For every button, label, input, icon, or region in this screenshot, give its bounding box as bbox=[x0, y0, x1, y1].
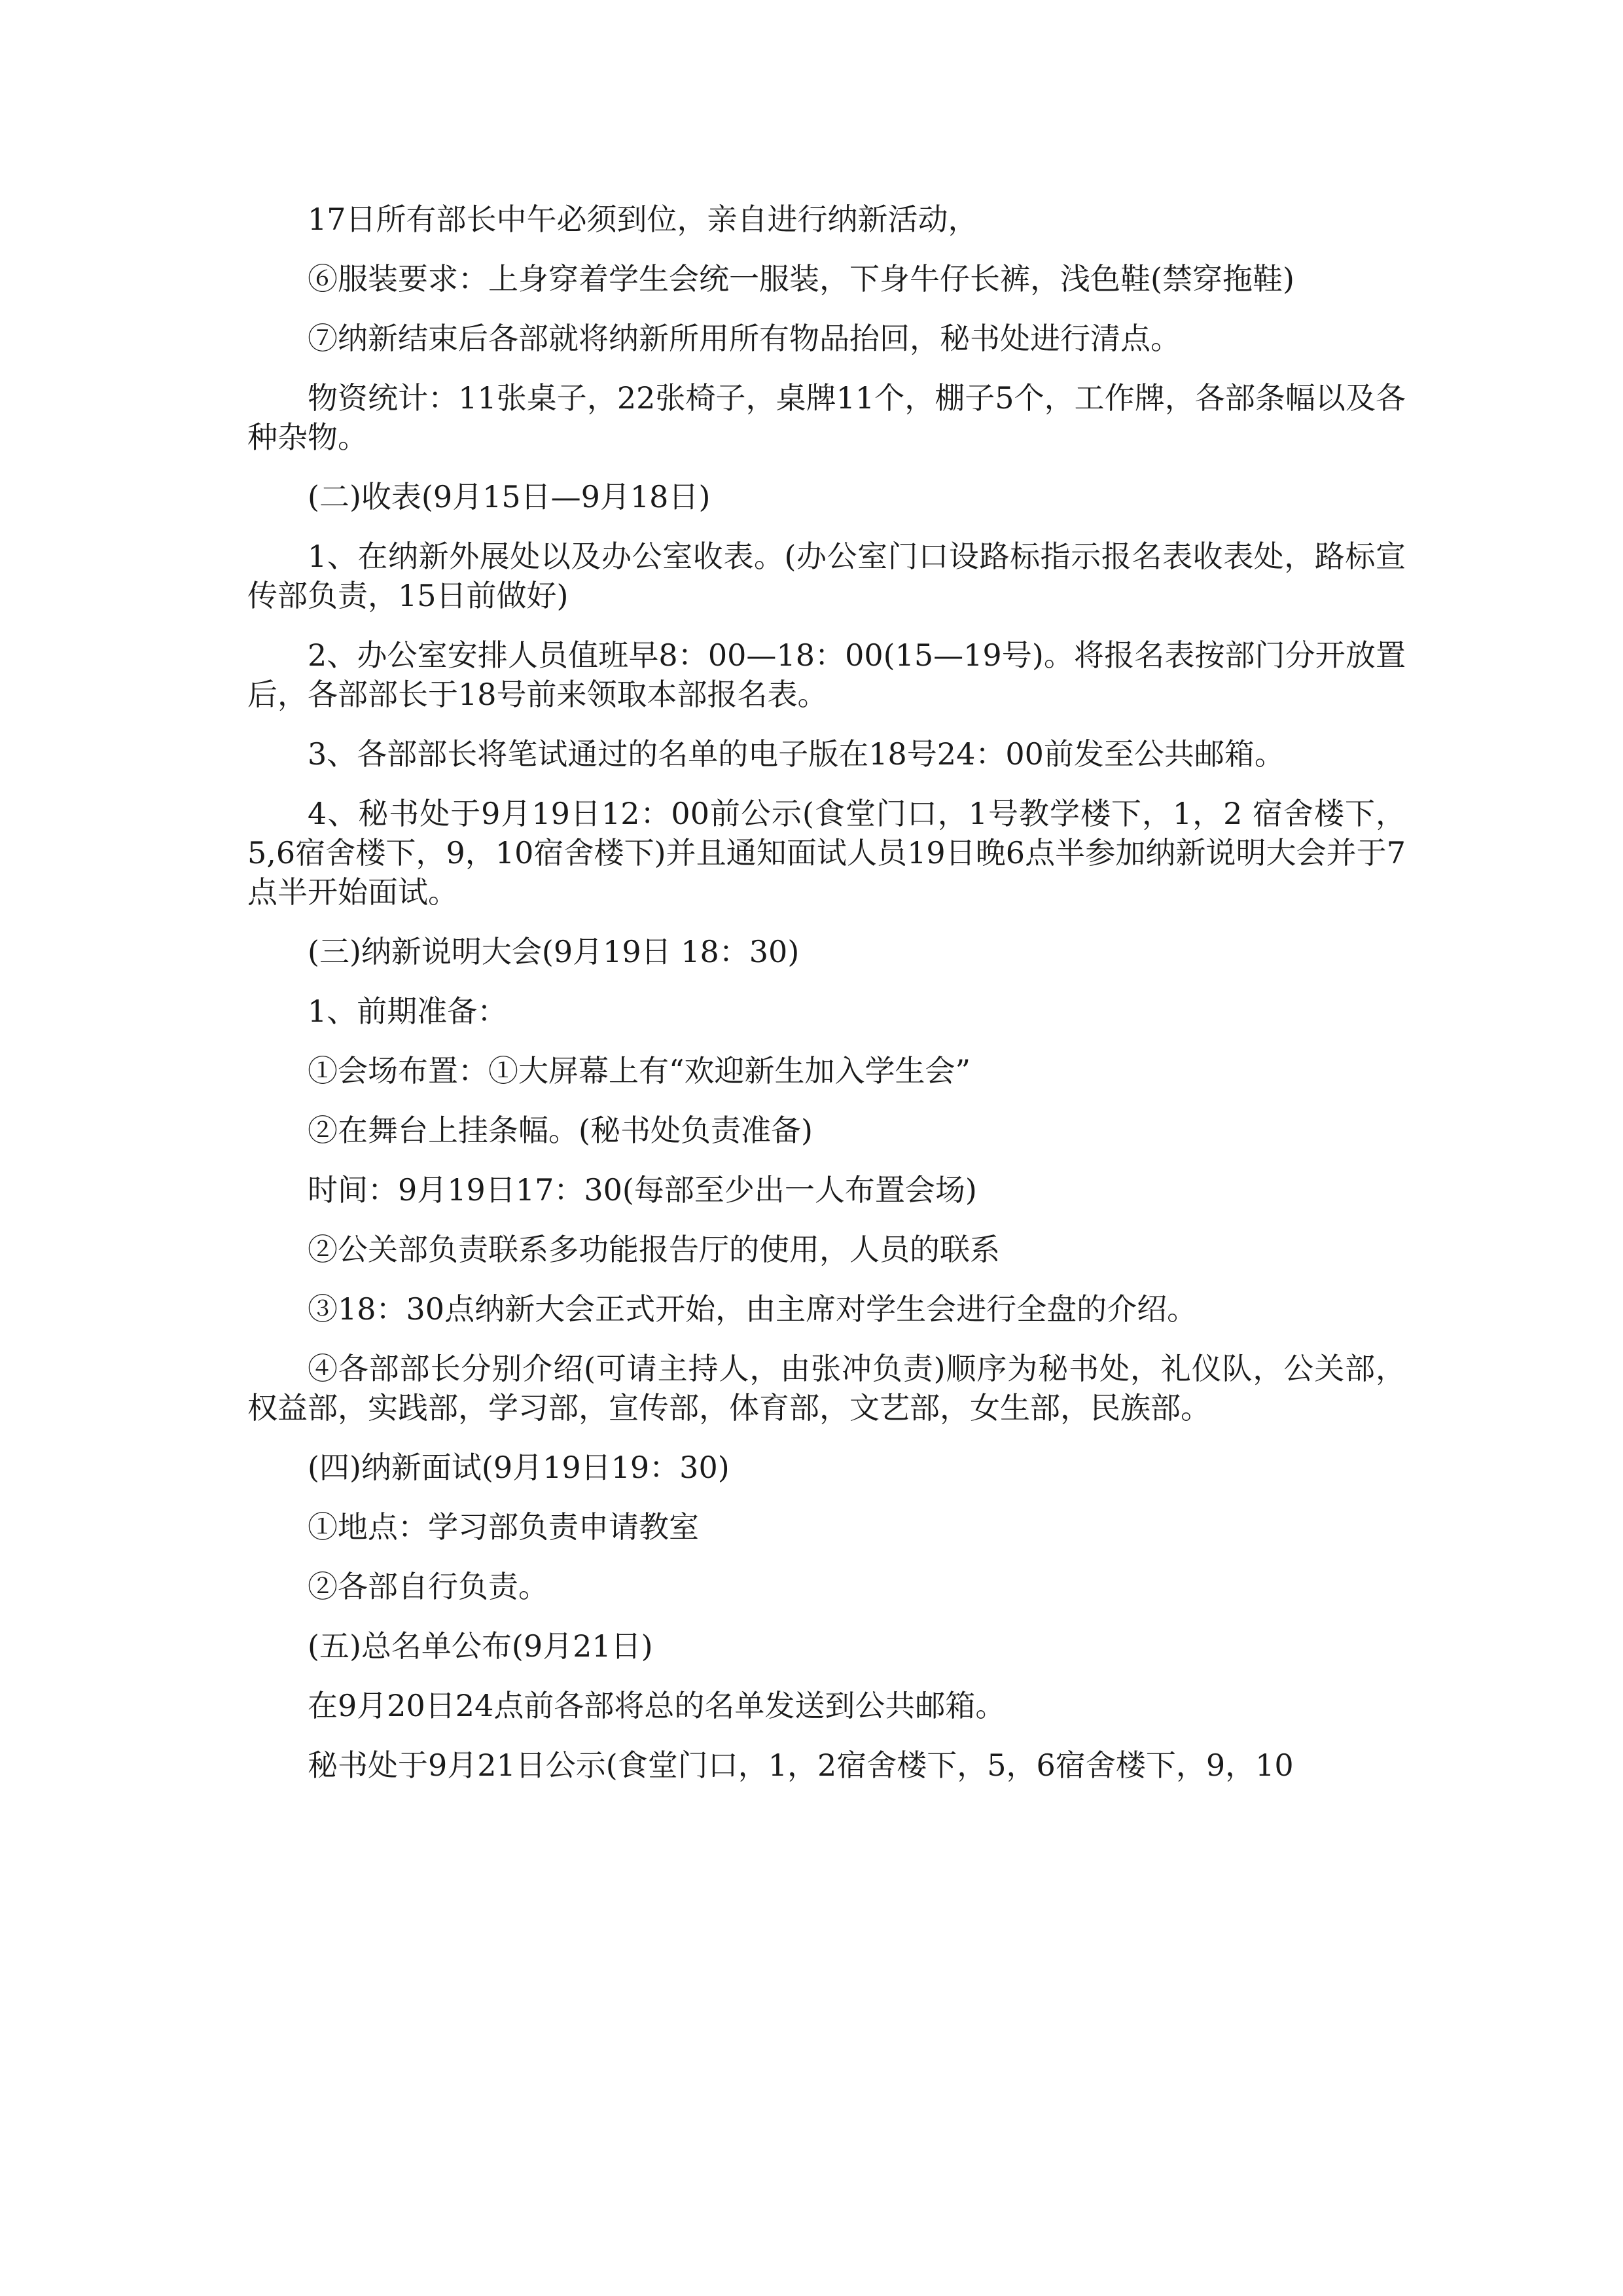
paragraph-16: ③18：30点纳新大会正式开始，由主席对学生会进行全盘的介绍。 bbox=[308, 1291, 1198, 1327]
paragraph-17: ④各部部长分别介绍(可请主持人，由张冲负责)顺序为秘书处，礼仪队，公关部，权益部，实践部，学习部，宣传部，体育部，文艺部，女生部，民族部。 bbox=[247, 1351, 1406, 1426]
paragraph-23: 秘书处于9月21日公示(食堂门口，1，2宿舍楼下，5，6宿舍楼下，9，10 bbox=[308, 1748, 1294, 1783]
paragraph-11: 1、前期准备： bbox=[308, 994, 508, 1029]
document-body bbox=[247, 200, 1406, 1805]
paragraph-15: ②公关部负责联系多功能报告厅的使用，人员的联系 bbox=[308, 1232, 1000, 1267]
paragraph-9: 4、秘书处于9月19日12：00前公示(食堂门口，1号教学楼下，1，2 宿舍楼下，5,6宿舍楼下，9，10宿舍楼下)并且通知面试人员19日晚6点半参加纳新说明大会并于7点半开始面试。 bbox=[247, 796, 1406, 910]
paragraph-19: ①地点：学习部负责申请教室 bbox=[308, 1509, 699, 1545]
section-heading-2: (二)收表(9月15日—9月18日) bbox=[308, 479, 711, 514]
paragraph-13: ②在舞台上挂条幅。(秘书处负责准备) bbox=[308, 1113, 813, 1148]
paragraph-20: ②各部自行负责。 bbox=[308, 1569, 548, 1604]
paragraph-6: 1、在纳新外展处以及办公室收表。(办公室门口设路标指示报名表收表处，路标宣传部负责，15日前做好) bbox=[247, 539, 1406, 613]
section-heading-5: (五)总名单公布(9月21日) bbox=[308, 1628, 653, 1664]
paragraph-8: 3、各部部长将笔试通过的名单的电子版在18号24：00前发至公共邮箱。 bbox=[308, 736, 1285, 772]
paragraph-14: 时间：9月19日17：30(每部至少出一人布置会场) bbox=[308, 1172, 977, 1208]
paragraph-12: ①会场布置：①大屏幕上有“欢迎新生加入学生会” bbox=[308, 1053, 971, 1088]
paragraph-3: ⑦纳新结束后各部就将纳新所用所有物品抬回，秘书处进行清点。 bbox=[308, 321, 1181, 356]
section-heading-3: (三)纳新说明大会(9月19日 18：30) bbox=[308, 934, 800, 969]
paragraph-4: 物资统计：11张桌子，22张椅子，桌牌11个，棚子5个，工作牌，各部条幅以及各种杂物。 bbox=[247, 380, 1406, 455]
paragraph-7: 2、办公室安排人员值班早8：00—18：00(15—19号)。将报名表按部门分开放置后，各部部长于18号前来领取本部报名表。 bbox=[247, 637, 1406, 712]
section-heading-4: (四)纳新面试(9月19日19：30) bbox=[308, 1450, 730, 1485]
paragraph-2: ⑥服装要求：上身穿着学生会统一服装，下身牛仔长裤，浅色鞋(禁穿拖鞋) bbox=[308, 261, 1294, 296]
paragraph-1: 17日所有部长中午必须到位，亲自进行纳新活动， bbox=[308, 202, 978, 237]
paragraph-22: 在9月20日24点前各部将总的名单发送到公共邮箱。 bbox=[308, 1688, 1006, 1723]
